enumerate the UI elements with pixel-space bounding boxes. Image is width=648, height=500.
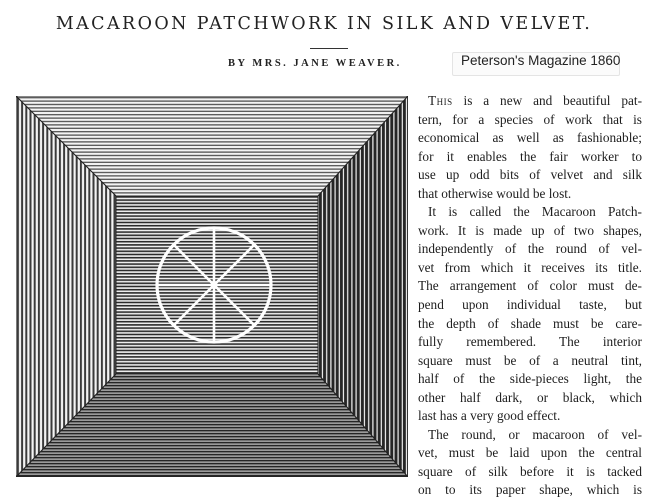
body-line: economical as well as fashionable; — [418, 130, 642, 146]
body-line: work. It is made up of two shapes, — [418, 222, 642, 238]
article-title: MACAROON PATCHWORK IN SILK AND VELVET. — [55, 14, 593, 34]
body-line: for it enables the fair worker to — [418, 148, 642, 164]
body-line: fully remembered. The interior — [418, 334, 642, 350]
body-line: vet, must be laid upon the central — [418, 445, 642, 461]
macaroon-circle — [157, 228, 271, 342]
body-line: the depth of shade must be care- — [418, 315, 642, 331]
body-line: that otherwise would be lost. — [418, 185, 572, 201]
body-line: square must be of a neutral tint, — [418, 352, 642, 368]
body-line: on to its paper shape, which is — [418, 482, 642, 498]
body-line: It is called the Macaroon Patch- — [428, 204, 642, 220]
body-line: The round, or macaroon of vel- — [428, 426, 642, 442]
title-rule — [310, 48, 348, 49]
body-line: last has a very good effect. — [418, 408, 561, 424]
body-line: independently of the round of vel- — [418, 241, 642, 257]
patchwork-illustration — [16, 96, 408, 477]
body-line: pend upon individual taste, but — [418, 297, 642, 313]
body-line: tern, for a species of work that is — [418, 111, 642, 127]
body-line: vet from which it receives its title. — [418, 259, 642, 275]
body-line: use up odd bits of velvet and silk — [418, 167, 642, 183]
body-line: other half dark, or black, which — [418, 389, 642, 405]
source-caption: Peterson's Magazine 1860 — [461, 53, 621, 68]
author-byline: BY MRS. JANE WEAVER. — [228, 58, 402, 69]
body-line: square of silk before it is tacked — [418, 463, 642, 479]
body-line: This is a new and beautiful pat- — [428, 93, 642, 108]
body-line: half of the side-pieces light, the — [418, 371, 642, 387]
article-body — [418, 92, 642, 500]
body-line: The arrangement of color must de- — [418, 278, 642, 294]
